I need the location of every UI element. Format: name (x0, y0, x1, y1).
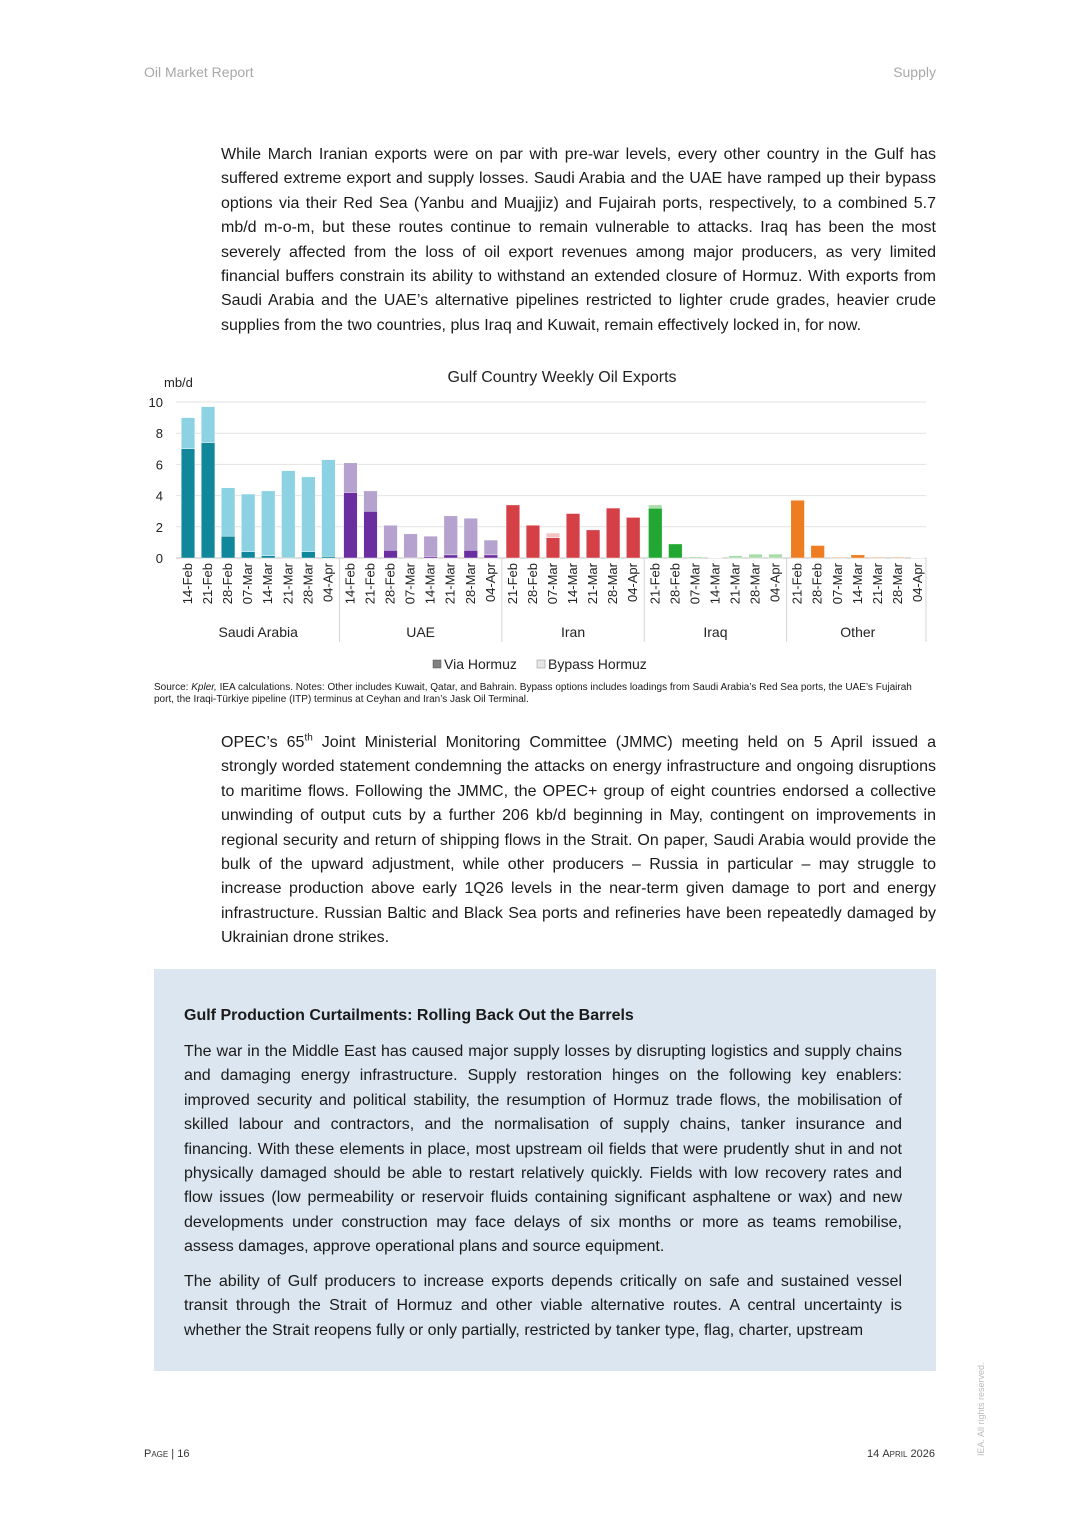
bar-via-hormuz (241, 552, 255, 558)
date-month: April (882, 1448, 908, 1460)
bar-via-hormuz (506, 505, 520, 558)
bar-via-hormuz (261, 556, 275, 558)
group-label: Iraq (703, 624, 728, 640)
group-label: UAE (406, 624, 436, 640)
source-prefix: Source: (154, 682, 192, 693)
legend-swatch-via (433, 660, 441, 668)
bar-via-hormuz (201, 443, 215, 558)
x-tick-label: 28-Feb (220, 563, 236, 605)
bar-bypass-hormuz (648, 505, 662, 508)
bar-via-hormuz (606, 508, 620, 558)
box-paragraph-1: The war in the Middle East has caused major supply losses by disrupting logistics and supply chains and damaging energy infrastructure. Supply restoration hinges on the following key enablers: improved security and political stability, the resumption of Hormuz trade flows, the mobilisation of skilled labour and contractors, and the normalisation of supply chains, tanker insurance and financing. With these elements in place, most upstream oil fields that were prudently shut in and not physically damaged should be able to restart relatively quickly. Fields with low recovery rates and flow issues (low permeability or reservoir fluids containing significant asphaltene or wax) and new developments under construction may face delays of six months or more as teams remobilise, assess damages, approve operational plans and source equipment. (184, 1043, 902, 1256)
chart-title: Gulf Country Weekly Oil Exports (447, 369, 677, 386)
box-title: Gulf Production Curtailments: Rolling Back Out the Barrels (184, 1007, 634, 1024)
x-tick-label: 07-Mar (402, 563, 418, 605)
bar-via-hormuz (484, 555, 498, 558)
report-date (867, 1448, 935, 1460)
bar-via-hormuz (444, 555, 458, 558)
bar-bypass-hormuz (322, 460, 336, 557)
paragraph-2-sup: th (304, 732, 313, 744)
x-tick-label: 14-Mar (565, 563, 581, 605)
bar-via-hormuz (586, 530, 600, 558)
bar-via-hormuz (364, 511, 378, 558)
x-tick-label: 14-Mar (707, 563, 723, 605)
bar-via-hormuz (464, 550, 478, 558)
bar-via-hormuz (791, 500, 805, 558)
bar-via-hormuz (322, 556, 336, 558)
bar-bypass-hormuz (729, 556, 743, 558)
bar-via-hormuz (302, 552, 316, 558)
paragraph-2 (221, 731, 936, 951)
x-tick-label: 28-Feb (667, 563, 683, 605)
x-tick-label: 14-Mar (422, 563, 438, 605)
x-tick-label: 28-Mar (462, 563, 478, 605)
bar-bypass-hormuz (221, 488, 235, 536)
x-tick-label: 21-Mar (442, 563, 458, 605)
bar-via-hormuz (526, 525, 540, 558)
x-tick-label: 21-Feb (362, 563, 378, 605)
bar-via-hormuz (851, 555, 865, 558)
bar-bypass-hormuz (444, 516, 458, 555)
y-tick-label: 2 (155, 519, 163, 535)
x-tick-label: 28-Mar (605, 563, 621, 605)
x-tick-label: 28-Mar (300, 563, 316, 605)
bar-via-hormuz (891, 557, 905, 558)
bar-bypass-hormuz (769, 554, 783, 557)
x-tick-label: 07-Mar (829, 563, 845, 605)
x-tick-label: 04-Apr (625, 563, 641, 603)
bar-via-hormuz (871, 557, 885, 558)
group-label: Other (840, 624, 876, 640)
bar-bypass-hormuz (261, 491, 275, 556)
chart-source (154, 682, 934, 706)
bar-via-hormuz (424, 556, 438, 558)
bar-bypass-hormuz (464, 518, 478, 550)
bar-bypass-hormuz (384, 525, 398, 550)
bar-via-hormuz (546, 538, 560, 558)
bar-bypass-hormuz (424, 536, 438, 556)
exports-chart (140, 362, 940, 680)
bar-bypass-hormuz (201, 407, 215, 443)
group-label: Saudi Arabia (218, 624, 298, 640)
y-axis-label: mb/d (164, 375, 193, 390)
x-tick-label: 28-Feb (382, 563, 398, 605)
x-tick-label: 04-Apr (909, 563, 925, 603)
x-tick-label: 28-Mar (889, 563, 905, 605)
y-tick-label: 4 (155, 488, 163, 504)
paragraph-1: While March Iranian exports were on par with pre-war levels, every other country in the Gulf has suffered extreme export and supply losses. Saudi Arabia and the UAE have ramped up their bypass options via their Red Sea (Yanbu and Muajjiz) and Fujairah ports, respectively, to a combined 5.7 mb/d m-o-m, but these routes continue to remain vulnerable to attacks. Iraq has been the most severely affected from the loss of oil export revenues among major producers, as very limited financial buffers constrain its ability to withstand an extended closure of Hormuz. With exports from Saudi Arabia and the UAE’s alternative pipelines restricted to lighter crude grades, heavier crude supplies from the two countries, plus Iraq and Kuwait, remain effectively locked in, for now. (221, 146, 936, 334)
x-tick-label: 21-Mar (727, 563, 743, 605)
bar-via-hormuz (669, 544, 683, 558)
bar-via-hormuz (626, 517, 640, 558)
page-number (144, 1448, 189, 1460)
paragraph-2-rest: Joint Ministerial Monitoring Committee (JMMC) meeting held on 5 April issued a strongly worded statement condemning the attacks on energy infrastructure and ongoing disruptions to maritime flows. Following the JMMC, the OPEC+ group of eight countries endorsed a collective unwinding of output cuts by a further 206 kb/d beginning in May, contingent on improvements in regional security and return of shipping flows in the Strait. On paper, Saudi Arabia would provide the bulk of the upward adjustment, while other producers – Russia in particular – may struggle to increase production above early 1Q26 levels in the near-term given damage to port and energy infrastructure. Russian Baltic and Black Sea ports and refineries have been repeatedly damaged by Ukrainian drone strikes. (221, 734, 936, 947)
page-number-value: | 16 (171, 1448, 190, 1460)
x-tick-label: 07-Mar (545, 563, 560, 605)
x-tick-label: 04-Apr (767, 563, 783, 603)
bar-bypass-hormuz (241, 494, 255, 552)
legend-label-bypass: Bypass Hormuz (548, 656, 647, 672)
group-label: Iran (560, 624, 586, 640)
x-tick-label: 14-Mar (260, 563, 276, 605)
bar-bypass-hormuz (749, 554, 763, 557)
date-day: 14 (867, 1448, 880, 1460)
bar-bypass-hormuz (484, 540, 498, 555)
x-tick-label: 07-Mar (687, 563, 703, 605)
date-year: 2026 (910, 1448, 935, 1460)
x-tick-label: 21-Feb (504, 563, 520, 605)
bar-bypass-hormuz (281, 471, 295, 558)
bar-via-hormuz (811, 546, 825, 558)
x-tick-label: 21-Mar (869, 563, 885, 605)
y-tick-label: 0 (155, 551, 163, 566)
x-tick-label: 14-Feb (342, 563, 358, 605)
x-tick-label: 28-Mar (747, 563, 763, 605)
bar-via-hormuz (344, 492, 358, 558)
x-tick-label: 04-Apr (482, 563, 498, 603)
bar-via-hormuz (831, 557, 845, 558)
x-tick-label: 14-Feb (180, 563, 196, 605)
x-tick-label: 28-Feb (524, 563, 540, 605)
x-tick-label: 21-Mar (585, 563, 601, 605)
x-tick-label: 21-Mar (280, 563, 296, 605)
bar-bypass-hormuz (302, 477, 316, 552)
legend-swatch-bypass (537, 660, 545, 668)
header-section: Supply (893, 64, 936, 80)
x-tick-label: 14-Mar (849, 563, 865, 605)
bar-via-hormuz (181, 449, 195, 558)
x-tick-label: 07-Mar (240, 563, 256, 605)
box-paragraph-2: The ability of Gulf producers to increase exports depends critically on safe and sustained vessel transit through the Strait of Hormuz and other viable alternative routes. A central uncertainty is whether the Strait reopens fully or only partially, restricted by tanker type, flag, charter, upstream (184, 1273, 902, 1339)
bar-via-hormuz (566, 514, 580, 558)
y-tick-label: 8 (155, 426, 163, 442)
x-tick-label: 21-Feb (789, 563, 805, 605)
x-tick-label: 21-Feb (647, 563, 663, 605)
x-tick-label: 28-Feb (809, 563, 825, 605)
bar-bypass-hormuz (404, 534, 418, 557)
x-tick-label: 21-Feb (200, 563, 216, 605)
paragraph-2-start: OPEC’s 65 (221, 734, 305, 751)
page-label: Page (144, 1448, 169, 1460)
rights-notice: IEA. All rights reserved. (976, 1362, 986, 1456)
header-title: Oil Market Report (144, 64, 254, 80)
bar-bypass-hormuz (546, 533, 560, 538)
y-tick-label: 6 (155, 457, 163, 473)
bar-bypass-hormuz (344, 463, 358, 493)
bar-via-hormuz (648, 508, 662, 558)
legend-label-via: Via Hormuz (444, 656, 517, 672)
source-rest: IEA calculations. Notes: Other includes Kuwait, Qatar, and Bahrain. Bypass options includes loadings from Saudi Arabia’s Red Sea ports, the UAE’s Fujairah port, the Iraqi-Türkiye pipeline (ITP) terminus at Ceyhan and Iran’s Jask Oil Terminal. (154, 682, 912, 705)
feature-box (154, 969, 936, 1371)
bar-bypass-hormuz (364, 491, 378, 511)
source-italic: Kpler, (191, 682, 217, 693)
bar-via-hormuz (384, 550, 398, 558)
x-tick-label: 04-Apr (320, 563, 336, 603)
y-tick-label: 10 (148, 395, 163, 410)
bar-bypass-hormuz (181, 418, 195, 449)
bar-via-hormuz (221, 536, 235, 558)
bar-via-hormuz (689, 557, 703, 558)
